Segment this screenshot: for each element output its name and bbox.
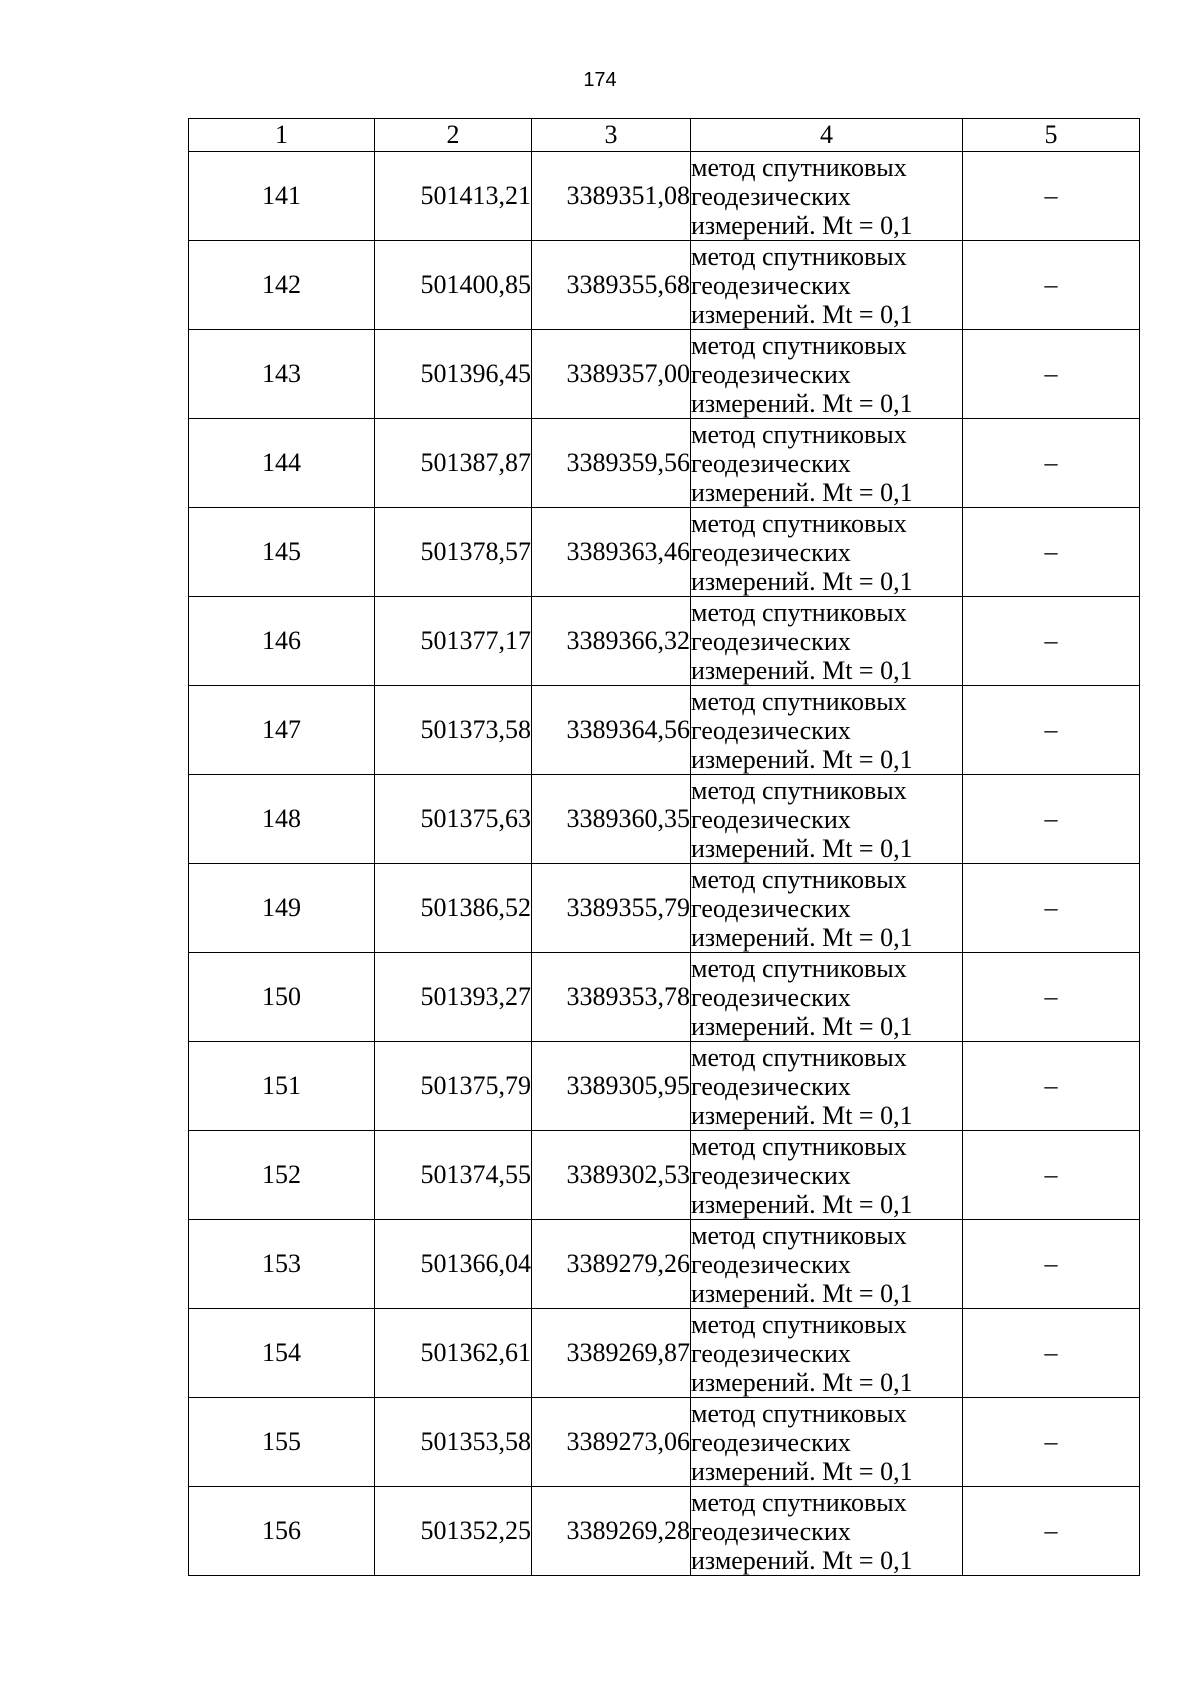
- method-line: измерений. Mt = 0,1: [691, 1545, 913, 1575]
- table-row: [189, 1042, 1140, 1131]
- point-number-cell: 155: [189, 1398, 375, 1487]
- method-line: метод спутниковых: [691, 152, 907, 182]
- table-row: [189, 597, 1140, 686]
- method-line: метод спутниковых: [691, 686, 907, 716]
- header-col-5: 5: [963, 119, 1140, 152]
- x-coordinate-cell: 501387,87: [375, 419, 532, 508]
- table-row: [189, 508, 1140, 597]
- col5-cell: –: [963, 1220, 1140, 1309]
- method-line: измерений. Mt = 0,1: [691, 299, 913, 329]
- method-line: геодезических: [691, 982, 851, 1012]
- table-row: [189, 1309, 1140, 1398]
- page-number: 174: [583, 69, 617, 91]
- method-line: измерений. Mt = 0,1: [691, 388, 913, 418]
- table-row: [189, 419, 1140, 508]
- table-row: [189, 775, 1140, 864]
- x-coordinate-cell: 501375,79: [375, 1042, 532, 1131]
- y-coordinate-cell: 3389364,56: [532, 686, 691, 775]
- table-row: [189, 1487, 1140, 1576]
- method-line: геодезических: [691, 1071, 851, 1101]
- header-col-2: 2: [375, 119, 532, 152]
- header-col-4: 4: [691, 119, 963, 152]
- col5-cell: –: [963, 241, 1140, 330]
- table-row: [189, 152, 1140, 241]
- method-cell: [691, 1131, 963, 1220]
- table-row: [189, 953, 1140, 1042]
- method-line: геодезических: [691, 893, 851, 923]
- method-cell: [691, 686, 963, 775]
- method-line: геодезических: [691, 1338, 851, 1368]
- x-coordinate-cell: 501353,58: [375, 1398, 532, 1487]
- point-number-cell: 154: [189, 1309, 375, 1398]
- y-coordinate-cell: 3389269,28: [532, 1487, 691, 1576]
- method-cell: [691, 1398, 963, 1487]
- y-coordinate-cell: 3389366,32: [532, 597, 691, 686]
- col5-cell: –: [963, 597, 1140, 686]
- method-line: измерений. Mt = 0,1: [691, 922, 913, 952]
- method-line: геодезических: [691, 181, 851, 211]
- method-line: метод спутниковых: [691, 419, 907, 449]
- col5-cell: –: [963, 775, 1140, 864]
- method-line: метод спутниковых: [691, 1309, 907, 1339]
- y-coordinate-cell: 3389357,00: [532, 330, 691, 419]
- point-number-cell: 156: [189, 1487, 375, 1576]
- method-line: измерений. Mt = 0,1: [691, 1100, 913, 1130]
- point-number-cell: 143: [189, 330, 375, 419]
- table-row: [189, 1131, 1140, 1220]
- method-line: метод спутниковых: [691, 330, 907, 360]
- method-cell: [691, 508, 963, 597]
- col5-cell: –: [963, 864, 1140, 953]
- method-line: геодезических: [691, 448, 851, 478]
- col5-cell: –: [963, 686, 1140, 775]
- method-line: измерений. Mt = 0,1: [691, 833, 913, 863]
- y-coordinate-cell: 3389355,68: [532, 241, 691, 330]
- y-coordinate-cell: 3389269,87: [532, 1309, 691, 1398]
- point-number-cell: 141: [189, 152, 375, 241]
- method-line: геодезических: [691, 1516, 851, 1546]
- method-cell: [691, 864, 963, 953]
- x-coordinate-cell: 501393,27: [375, 953, 532, 1042]
- point-number-cell: 142: [189, 241, 375, 330]
- header-row: [189, 119, 1140, 152]
- method-line: метод спутниковых: [691, 1220, 907, 1250]
- x-coordinate-cell: 501352,25: [375, 1487, 532, 1576]
- col5-cell: –: [963, 1309, 1140, 1398]
- point-number-cell: 150: [189, 953, 375, 1042]
- x-coordinate-cell: 501413,21: [375, 152, 532, 241]
- method-line: метод спутниковых: [691, 1487, 907, 1517]
- x-coordinate-cell: 501377,17: [375, 597, 532, 686]
- point-number-cell: 153: [189, 1220, 375, 1309]
- point-number-cell: 152: [189, 1131, 375, 1220]
- method-line: метод спутниковых: [691, 953, 907, 983]
- header-col-3: 3: [532, 119, 691, 152]
- method-line: измерений. Mt = 0,1: [691, 477, 913, 507]
- method-line: измерений. Mt = 0,1: [691, 1367, 913, 1397]
- method-line: измерений. Mt = 0,1: [691, 1456, 913, 1486]
- col5-cell: –: [963, 1131, 1140, 1220]
- point-number-cell: 149: [189, 864, 375, 953]
- y-coordinate-cell: 3389302,53: [532, 1131, 691, 1220]
- table-row: [189, 1398, 1140, 1487]
- y-coordinate-cell: 3389360,35: [532, 775, 691, 864]
- method-line: метод спутниковых: [691, 1398, 907, 1428]
- method-line: геодезических: [691, 270, 851, 300]
- y-coordinate-cell: 3389273,06: [532, 1398, 691, 1487]
- col5-cell: –: [963, 419, 1140, 508]
- method-line: геодезических: [691, 537, 851, 567]
- method-line: метод спутниковых: [691, 241, 907, 271]
- table-row: [189, 1220, 1140, 1309]
- x-coordinate-cell: 501386,52: [375, 864, 532, 953]
- x-coordinate-cell: 501373,58: [375, 686, 532, 775]
- y-coordinate-cell: 3389355,79: [532, 864, 691, 953]
- point-number-cell: 147: [189, 686, 375, 775]
- method-line: измерений. Mt = 0,1: [691, 655, 913, 685]
- x-coordinate-cell: 501375,63: [375, 775, 532, 864]
- method-line: измерений. Mt = 0,1: [691, 210, 913, 240]
- method-line: метод спутниковых: [691, 508, 907, 538]
- point-number-cell: 151: [189, 1042, 375, 1131]
- method-line: измерений. Mt = 0,1: [691, 1189, 913, 1219]
- method-cell: [691, 1042, 963, 1131]
- method-line: геодезических: [691, 1427, 851, 1457]
- table-row: [189, 241, 1140, 330]
- col5-cell: –: [963, 508, 1140, 597]
- method-cell: [691, 419, 963, 508]
- point-number-cell: 148: [189, 775, 375, 864]
- table-row: [189, 864, 1140, 953]
- method-line: геодезических: [691, 626, 851, 656]
- method-line: метод спутниковых: [691, 1131, 907, 1161]
- col5-cell: –: [963, 1487, 1140, 1576]
- x-coordinate-cell: 501362,61: [375, 1309, 532, 1398]
- method-cell: [691, 597, 963, 686]
- table-row: [189, 330, 1140, 419]
- method-line: геодезических: [691, 1249, 851, 1279]
- header-col-1: 1: [189, 119, 375, 152]
- method-line: геодезических: [691, 715, 851, 745]
- y-coordinate-cell: 3389351,08: [532, 152, 691, 241]
- col5-cell: –: [963, 953, 1140, 1042]
- point-number-cell: 146: [189, 597, 375, 686]
- method-line: метод спутниковых: [691, 775, 907, 805]
- x-coordinate-cell: 501378,57: [375, 508, 532, 597]
- method-cell: [691, 241, 963, 330]
- col5-cell: –: [963, 330, 1140, 419]
- y-coordinate-cell: 3389279,26: [532, 1220, 691, 1309]
- method-cell: [691, 1487, 963, 1576]
- method-line: геодезических: [691, 1160, 851, 1190]
- method-line: метод спутниковых: [691, 864, 907, 894]
- method-cell: [691, 152, 963, 241]
- point-number-cell: 144: [189, 419, 375, 508]
- method-line: измерений. Mt = 0,1: [691, 1011, 913, 1041]
- x-coordinate-cell: 501400,85: [375, 241, 532, 330]
- method-line: измерений. Mt = 0,1: [691, 744, 913, 774]
- col5-cell: –: [963, 152, 1140, 241]
- method-line: измерений. Mt = 0,1: [691, 566, 913, 596]
- method-cell: [691, 330, 963, 419]
- x-coordinate-cell: 501366,04: [375, 1220, 532, 1309]
- col5-cell: –: [963, 1042, 1140, 1131]
- method-line: метод спутниковых: [691, 1042, 907, 1072]
- table-body: [189, 152, 1140, 1576]
- method-line: геодезических: [691, 359, 851, 389]
- method-cell: [691, 1220, 963, 1309]
- x-coordinate-cell: 501374,55: [375, 1131, 532, 1220]
- point-number-cell: 145: [189, 508, 375, 597]
- y-coordinate-cell: 3389353,78: [532, 953, 691, 1042]
- method-line: метод спутниковых: [691, 597, 907, 627]
- method-line: геодезических: [691, 804, 851, 834]
- method-cell: [691, 953, 963, 1042]
- table-header: [189, 119, 1140, 152]
- method-cell: [691, 1309, 963, 1398]
- y-coordinate-cell: 3389359,56: [532, 419, 691, 508]
- y-coordinate-cell: 3389363,46: [532, 508, 691, 597]
- coordinates-table: [188, 118, 1140, 1576]
- method-line: измерений. Mt = 0,1: [691, 1278, 913, 1308]
- y-coordinate-cell: 3389305,95: [532, 1042, 691, 1131]
- method-cell: [691, 775, 963, 864]
- col5-cell: –: [963, 1398, 1140, 1487]
- x-coordinate-cell: 501396,45: [375, 330, 532, 419]
- table-row: [189, 686, 1140, 775]
